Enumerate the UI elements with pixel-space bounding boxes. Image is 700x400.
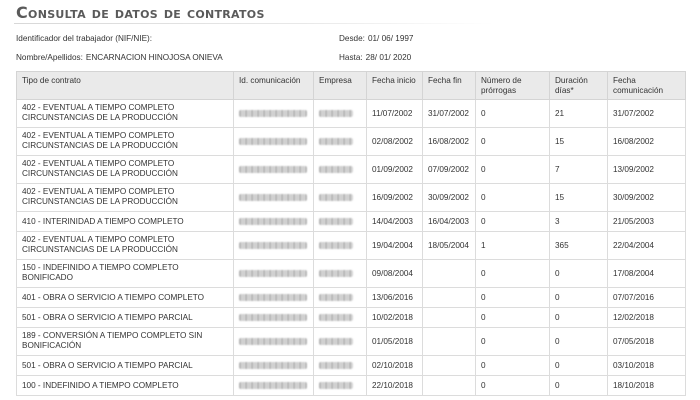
cell-duracion: 0	[550, 328, 608, 356]
redacted-mark	[239, 338, 307, 345]
cell-fin	[423, 308, 476, 328]
cell-tipo: 189 - CONVERSIÓN A TIEMPO COMPLETO SIN BONIFICACIÓN	[17, 328, 234, 356]
cell-id-redacted	[234, 212, 314, 232]
cell-duracion: 0	[550, 260, 608, 288]
cell-prorrogas: 0	[476, 328, 550, 356]
cell-empresa-redacted	[314, 156, 367, 184]
cell-comunicacion: 16/08/2002	[608, 128, 686, 156]
page-title: Consulta de datos de contratos	[16, 3, 265, 22]
redacted-mark	[319, 338, 353, 345]
cell-inicio: 22/10/2018	[367, 376, 423, 396]
cell-empresa-redacted	[314, 128, 367, 156]
table-row	[17, 308, 686, 328]
table-row	[17, 288, 686, 308]
column-header-duracion: Duración días*	[550, 72, 608, 100]
contracts-table-container	[16, 71, 685, 396]
cell-comunicacion: 03/10/2018	[608, 356, 686, 376]
redacted-mark	[239, 242, 307, 249]
redacted-mark	[319, 382, 353, 389]
cell-fin: 07/09/2002	[423, 156, 476, 184]
column-header-tipo: Tipo de contrato	[17, 72, 234, 100]
cell-inicio: 09/08/2004	[367, 260, 423, 288]
cell-inicio: 16/09/2002	[367, 184, 423, 212]
cell-prorrogas: 0	[476, 288, 550, 308]
redacted-mark	[319, 314, 353, 321]
cell-prorrogas: 0	[476, 260, 550, 288]
table-row	[17, 184, 686, 212]
cell-empresa-redacted	[314, 212, 367, 232]
cell-tipo: 402 - EVENTUAL A TIEMPO COMPLETO CIRCUNSTANCIAS DE LA PRODUCCIÓN	[17, 156, 234, 184]
title-divider	[14, 23, 494, 24]
cell-duracion: 3	[550, 212, 608, 232]
cell-comunicacion: 13/09/2002	[608, 156, 686, 184]
cell-comunicacion: 12/02/2018	[608, 308, 686, 328]
redacted-mark	[319, 270, 353, 277]
redacted-mark	[319, 194, 353, 201]
redacted-mark	[319, 362, 353, 369]
cell-tipo: 501 - OBRA O SERVICIO A TIEMPO PARCIAL	[17, 356, 234, 376]
cell-prorrogas: 0	[476, 184, 550, 212]
cell-comunicacion: 30/09/2002	[608, 184, 686, 212]
date-to-label: Hasta:	[339, 53, 363, 62]
cell-prorrogas: 0	[476, 308, 550, 328]
table-row	[17, 232, 686, 260]
cell-prorrogas: 1	[476, 232, 550, 260]
cell-fin: 16/08/2002	[423, 128, 476, 156]
column-header-empresa: Empresa	[314, 72, 367, 100]
cell-prorrogas: 0	[476, 356, 550, 376]
cell-id-redacted	[234, 356, 314, 376]
column-header-prorrogas: Número de prórrogas	[476, 72, 550, 100]
worker-name-value: ENCARNACION HINOJOSA ONIEVA	[85, 53, 223, 62]
cell-fin	[423, 376, 476, 396]
cell-tipo: 410 - INTERINIDAD A TIEMPO COMPLETO	[17, 212, 234, 232]
cell-empresa-redacted	[314, 356, 367, 376]
cell-fin: 18/05/2004	[423, 232, 476, 260]
cell-id-redacted	[234, 232, 314, 260]
redacted-mark	[319, 294, 353, 301]
cell-comunicacion: 22/04/2004	[608, 232, 686, 260]
cell-tipo: 401 - OBRA O SERVICIO A TIEMPO COMPLETO	[17, 288, 234, 308]
redacted-mark	[319, 110, 353, 117]
cell-empresa-redacted	[314, 376, 367, 396]
table-header-row	[17, 72, 686, 100]
cell-inicio: 11/07/2002	[367, 100, 423, 128]
cell-prorrogas: 0	[476, 376, 550, 396]
cell-inicio: 10/02/2018	[367, 308, 423, 328]
cell-duracion: 7	[550, 156, 608, 184]
worker-name-label: Nombre/Apellidos:	[16, 53, 83, 62]
table-row	[17, 212, 686, 232]
cell-duracion: 15	[550, 128, 608, 156]
cell-tipo: 402 - EVENTUAL A TIEMPO COMPLETO CIRCUNSTANCIAS DE LA PRODUCCIÓN	[17, 232, 234, 260]
redacted-mark	[239, 314, 307, 321]
cell-id-redacted	[234, 376, 314, 396]
cell-inicio: 02/10/2018	[367, 356, 423, 376]
cell-tipo: 402 - EVENTUAL A TIEMPO COMPLETO CIRCUNSTANCIAS DE LA PRODUCCIÓN	[17, 100, 234, 128]
cell-fin	[423, 288, 476, 308]
table-row	[17, 328, 686, 356]
cell-inicio: 14/04/2003	[367, 212, 423, 232]
cell-empresa-redacted	[314, 308, 367, 328]
cell-tipo: 402 - EVENTUAL A TIEMPO COMPLETO CIRCUNSTANCIAS DE LA PRODUCCIÓN	[17, 128, 234, 156]
redacted-mark	[239, 138, 307, 145]
cell-comunicacion: 17/08/2004	[608, 260, 686, 288]
cell-comunicacion: 07/05/2018	[608, 328, 686, 356]
date-to-value: 28/ 01/ 2020	[365, 53, 412, 62]
cell-tipo: 501 - OBRA O SERVICIO A TIEMPO PARCIAL	[17, 308, 234, 328]
cell-fin	[423, 356, 476, 376]
worker-id-row	[16, 34, 152, 43]
date-from-row	[339, 34, 413, 43]
cell-empresa-redacted	[314, 232, 367, 260]
redacted-mark	[319, 242, 353, 249]
cell-id-redacted	[234, 156, 314, 184]
date-to-row	[339, 53, 411, 62]
table-row	[17, 100, 686, 128]
date-from-value: 01/ 06/ 1997	[367, 34, 414, 43]
cell-prorrogas: 0	[476, 128, 550, 156]
cell-fin: 16/04/2003	[423, 212, 476, 232]
redacted-mark	[319, 138, 353, 145]
cell-duracion: 365	[550, 232, 608, 260]
redacted-mark	[239, 218, 307, 225]
column-header-id: Id. comunicación	[234, 72, 314, 100]
table-row	[17, 376, 686, 396]
column-header-inicio: Fecha inicio	[367, 72, 423, 100]
redacted-mark	[239, 194, 307, 201]
cell-prorrogas: 0	[476, 156, 550, 184]
column-header-comunicacion: Fecha comunicación	[608, 72, 686, 100]
cell-duracion: 0	[550, 288, 608, 308]
cell-empresa-redacted	[314, 100, 367, 128]
cell-id-redacted	[234, 184, 314, 212]
table-row	[17, 356, 686, 376]
cell-tipo: 100 - INDEFINIDO A TIEMPO COMPLETO	[17, 376, 234, 396]
redacted-mark	[239, 382, 307, 389]
redacted-mark	[319, 218, 353, 225]
table-row	[17, 260, 686, 288]
cell-comunicacion: 07/07/2016	[608, 288, 686, 308]
redacted-mark	[239, 110, 307, 117]
redacted-mark	[239, 294, 307, 301]
cell-empresa-redacted	[314, 260, 367, 288]
table-row	[17, 156, 686, 184]
worker-id-label: Identificador del trabajador (NIF/NIE):	[16, 34, 153, 43]
redacted-mark	[239, 270, 307, 277]
cell-duracion: 15	[550, 184, 608, 212]
cell-prorrogas: 0	[476, 100, 550, 128]
column-header-fin: Fecha fin	[423, 72, 476, 100]
cell-prorrogas: 0	[476, 212, 550, 232]
cell-id-redacted	[234, 288, 314, 308]
cell-duracion: 21	[550, 100, 608, 128]
cell-inicio: 13/06/2016	[367, 288, 423, 308]
cell-duracion: 0	[550, 376, 608, 396]
cell-id-redacted	[234, 328, 314, 356]
cell-inicio: 02/08/2002	[367, 128, 423, 156]
date-from-label: Desde:	[339, 34, 365, 43]
cell-fin	[423, 260, 476, 288]
cell-empresa-redacted	[314, 328, 367, 356]
cell-comunicacion: 18/10/2018	[608, 376, 686, 396]
worker-name-row	[16, 53, 223, 62]
cell-id-redacted	[234, 308, 314, 328]
cell-fin	[423, 328, 476, 356]
cell-fin: 30/09/2002	[423, 184, 476, 212]
cell-tipo: 402 - EVENTUAL A TIEMPO COMPLETO CIRCUNSTANCIAS DE LA PRODUCCIÓN	[17, 184, 234, 212]
cell-inicio: 19/04/2004	[367, 232, 423, 260]
contracts-table	[16, 71, 686, 396]
cell-empresa-redacted	[314, 288, 367, 308]
cell-tipo: 150 - INDEFINIDO A TIEMPO COMPLETO BONIFICADO	[17, 260, 234, 288]
redacted-mark	[239, 362, 307, 369]
cell-inicio: 01/05/2018	[367, 328, 423, 356]
cell-duracion: 0	[550, 308, 608, 328]
cell-empresa-redacted	[314, 184, 367, 212]
cell-id-redacted	[234, 128, 314, 156]
cell-duracion: 0	[550, 356, 608, 376]
cell-id-redacted	[234, 260, 314, 288]
cell-id-redacted	[234, 100, 314, 128]
cell-comunicacion: 21/05/2003	[608, 212, 686, 232]
cell-inicio: 01/09/2002	[367, 156, 423, 184]
cell-comunicacion: 31/07/2002	[608, 100, 686, 128]
redacted-mark	[239, 166, 307, 173]
redacted-mark	[319, 166, 353, 173]
table-row	[17, 128, 686, 156]
cell-fin: 31/07/2002	[423, 100, 476, 128]
